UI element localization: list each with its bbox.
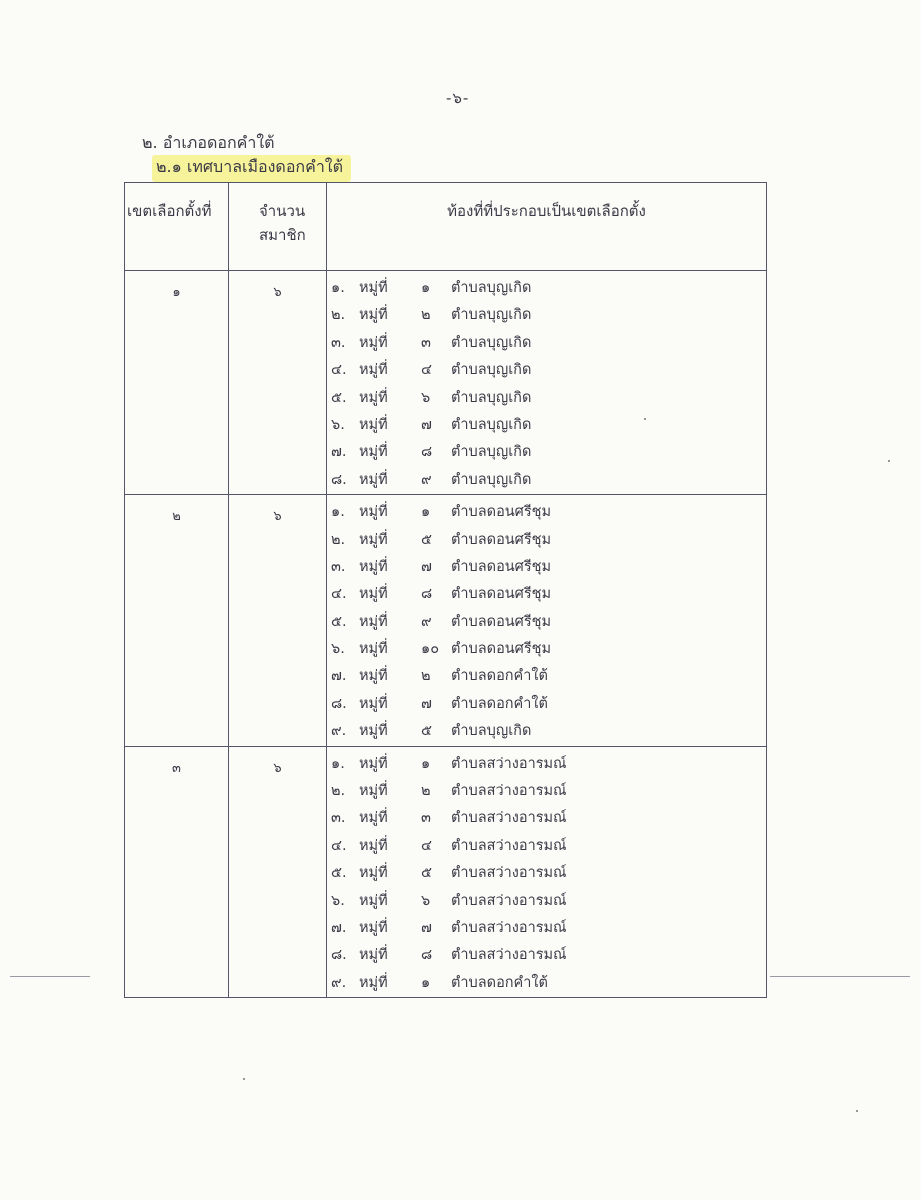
area-line	[331, 778, 766, 805]
header-areas: ท้องที่ที่ประกอบเป็นเขตเลือกตั้ง	[327, 183, 767, 271]
area-tambon-name: ตำบลบุญเกิด	[451, 334, 532, 351]
area-moo-number: ๒	[421, 307, 431, 324]
area-tambon-name: ตำบลสว่างอารมณ์	[451, 892, 567, 909]
area-moo-number: ๗	[421, 695, 432, 712]
page-number: -๖-	[446, 89, 470, 107]
subsection-heading-highlighted: ๒.๑ เทศบาลเมืองดอกคำใต้	[152, 155, 351, 182]
header-members-line2: สมาชิก	[259, 226, 306, 244]
area-line	[331, 833, 766, 860]
area-moo-label: หมู่ที่	[359, 755, 388, 772]
area-moo-label: หมู่ที่	[359, 416, 388, 433]
area-moo-label: หมู่ที่	[359, 641, 388, 658]
area-moo-number: ๓	[421, 810, 431, 827]
table-row	[125, 495, 767, 747]
header-members-line1: จำนวน	[259, 202, 306, 220]
scan-speck	[644, 418, 646, 420]
area-tambon-name: ตำบลบุญเกิด	[451, 362, 532, 379]
area-moo-number: ๗	[421, 558, 432, 575]
scan-speck	[243, 1078, 245, 1080]
area-line	[331, 751, 766, 778]
member-count-cell: ๖	[229, 746, 327, 998]
area-moo-label: หมู่ที่	[359, 865, 388, 882]
area-item-number: ๑.	[331, 280, 345, 296]
area-tambon-name: ตำบลดอนศรีชุม	[451, 558, 552, 575]
area-moo-label: หมู่ที่	[359, 558, 388, 575]
header-members	[229, 183, 327, 271]
area-line	[331, 499, 766, 526]
area-item-number: ๔.	[331, 837, 347, 854]
area-tambon-name: ตำบลบุญเกิด	[451, 280, 532, 296]
area-moo-label: หมู่ที่	[359, 444, 388, 461]
area-line	[331, 718, 766, 745]
area-item-number: ๔.	[331, 362, 347, 379]
area-item-number: ๘.	[331, 947, 347, 964]
area-moo-number: ๙	[421, 471, 432, 488]
area-tambon-name: ตำบลบุญเกิด	[451, 471, 532, 488]
area-line	[331, 663, 766, 690]
area-moo-number: ๒	[421, 783, 431, 800]
area-item-number: ๒.	[331, 783, 346, 800]
area-tambon-name: ตำบลสว่างอารมณ์	[451, 810, 567, 827]
area-tambon-name: ตำบลดอนศรีชุม	[451, 613, 552, 630]
area-tambon-name: ตำบลบุญเกิด	[451, 416, 532, 433]
member-count-cell: ๖	[229, 495, 327, 747]
area-moo-number: ๘	[421, 947, 433, 964]
area-item-number: ๔.	[331, 586, 347, 603]
area-moo-number: ๑	[421, 755, 431, 772]
area-moo-label: หมู่ที่	[359, 947, 388, 964]
areas-cell	[327, 271, 767, 495]
area-moo-number: ๓	[421, 334, 431, 351]
area-moo-label: หมู่ที่	[359, 586, 388, 603]
district-number-cell: ๓	[125, 746, 229, 998]
area-item-number: ๓.	[331, 558, 346, 575]
area-moo-label: หมู่ที่	[359, 695, 388, 712]
area-item-number: ๒.	[331, 307, 346, 324]
area-moo-label: หมู่ที่	[359, 613, 388, 630]
area-moo-label: หมู่ที่	[359, 389, 388, 406]
area-tambon-name: ตำบลสว่างอารมณ์	[451, 755, 567, 772]
area-tambon-name: ตำบลดอนศรีชุม	[451, 531, 552, 548]
area-item-number: ๑.	[331, 755, 345, 772]
area-tambon-name: ตำบลดอกคำใต้	[451, 668, 548, 685]
table-body	[125, 271, 767, 998]
table-row	[125, 271, 767, 495]
area-tambon-name: ตำบลดอกคำใต้	[451, 695, 548, 712]
area-line	[331, 439, 766, 466]
area-item-number: ๕.	[331, 389, 347, 406]
area-moo-label: หมู่ที่	[359, 919, 388, 936]
area-tambon-name: ตำบลสว่างอารมณ์	[451, 919, 567, 936]
district-number-cell: ๑	[125, 271, 229, 495]
area-moo-number: ๘	[421, 586, 433, 603]
area-line	[331, 554, 766, 581]
area-tambon-name: ตำบลดอนศรีชุม	[451, 641, 552, 658]
area-moo-number: ๗	[421, 919, 432, 936]
area-tambon-name: ตำบลดอนศรีชุม	[451, 504, 552, 521]
area-moo-number: ๒	[421, 668, 431, 685]
area-moo-number: ๑	[421, 974, 431, 991]
bottom-rule-left	[10, 976, 90, 977]
area-item-number: ๓.	[331, 334, 346, 351]
area-line	[331, 888, 766, 915]
area-tambon-name: ตำบลสว่างอารมณ์	[451, 783, 567, 800]
area-tambon-name: ตำบลบุญเกิด	[451, 307, 532, 324]
area-item-number: ๙.	[331, 723, 347, 740]
area-line	[331, 581, 766, 608]
area-line	[331, 942, 766, 969]
area-item-number: ๒.	[331, 531, 346, 548]
header-district: เขตเลือกตั้งที่	[125, 183, 229, 271]
area-item-number: ๕.	[331, 613, 347, 630]
area-moo-number: ๖	[421, 389, 431, 406]
scan-speck	[888, 460, 890, 462]
area-tambon-name: ตำบลบุญเกิด	[451, 444, 532, 461]
area-line	[331, 385, 766, 412]
areas-cell	[327, 746, 767, 998]
area-line	[331, 357, 766, 384]
area-item-number: ๕.	[331, 865, 347, 882]
area-moo-label: หมู่ที่	[359, 810, 388, 827]
area-tambon-name: ตำบลสว่างอารมณ์	[451, 947, 567, 964]
area-moo-number: ๗	[421, 416, 432, 433]
area-moo-label: หมู่ที่	[359, 362, 388, 379]
area-moo-label: หมู่ที่	[359, 974, 388, 991]
area-line	[331, 330, 766, 357]
area-item-number: ๖.	[331, 641, 345, 658]
area-item-number: ๘.	[331, 471, 347, 488]
area-line	[331, 467, 766, 494]
electoral-district-table	[124, 182, 767, 998]
area-moo-number: ๔	[421, 837, 432, 854]
area-moo-number: ๕	[421, 723, 432, 740]
area-moo-label: หมู่ที่	[359, 280, 388, 296]
section-heading: ๒. อำเภอดอกคำใต้	[142, 133, 275, 152]
area-line	[331, 915, 766, 942]
area-moo-number: ๘	[421, 444, 433, 461]
area-moo-label: หมู่ที่	[359, 307, 388, 324]
area-item-number: ๗.	[331, 668, 347, 685]
area-moo-label: หมู่ที่	[359, 334, 388, 351]
area-moo-number: ๔	[421, 362, 432, 379]
area-tambon-name: ตำบลสว่างอารมณ์	[451, 837, 567, 854]
table-header-row	[125, 183, 767, 271]
area-item-number: ๖.	[331, 416, 345, 433]
area-item-number: ๖.	[331, 892, 345, 909]
area-moo-number: ๖	[421, 892, 431, 909]
area-moo-label: หมู่ที่	[359, 471, 388, 488]
area-line	[331, 970, 766, 997]
area-moo-label: หมู่ที่	[359, 783, 388, 800]
scan-speck	[856, 1110, 858, 1112]
area-moo-label: หมู่ที่	[359, 837, 388, 854]
bottom-rule-right	[770, 976, 910, 977]
area-moo-label: หมู่ที่	[359, 892, 388, 909]
district-number-cell: ๒	[125, 495, 229, 747]
area-line	[331, 636, 766, 663]
area-tambon-name: ตำบลสว่างอารมณ์	[451, 865, 567, 882]
area-tambon-name: ตำบลดอกคำใต้	[451, 974, 548, 991]
area-moo-number: ๑	[421, 504, 431, 521]
area-moo-number: ๕	[421, 865, 432, 882]
area-line	[331, 302, 766, 329]
area-line	[331, 412, 766, 439]
area-moo-label: หมู่ที่	[359, 531, 388, 548]
area-moo-number: ๑	[421, 280, 431, 296]
area-line	[331, 860, 766, 887]
area-moo-number: ๙	[421, 613, 432, 630]
area-moo-label: หมู่ที่	[359, 668, 388, 685]
area-moo-label: หมู่ที่	[359, 504, 388, 521]
area-line	[331, 805, 766, 832]
table-row	[125, 746, 767, 998]
area-item-number: ๙.	[331, 974, 347, 991]
area-line	[331, 609, 766, 636]
area-tambon-name: ตำบลดอนศรีชุม	[451, 586, 552, 603]
area-tambon-name: ตำบลบุญเกิด	[451, 723, 532, 740]
area-item-number: ๑.	[331, 504, 345, 521]
areas-cell	[327, 495, 767, 747]
area-moo-number: ๑๐	[421, 641, 440, 658]
member-count-cell: ๖	[229, 271, 327, 495]
area-line	[331, 275, 766, 302]
area-item-number: ๗.	[331, 444, 347, 461]
area-moo-number: ๕	[421, 531, 432, 548]
area-moo-label: หมู่ที่	[359, 723, 388, 740]
area-line	[331, 691, 766, 718]
area-line	[331, 527, 766, 554]
area-item-number: ๘.	[331, 695, 347, 712]
area-item-number: ๓.	[331, 810, 346, 827]
area-item-number: ๗.	[331, 919, 347, 936]
area-tambon-name: ตำบลบุญเกิด	[451, 389, 532, 406]
